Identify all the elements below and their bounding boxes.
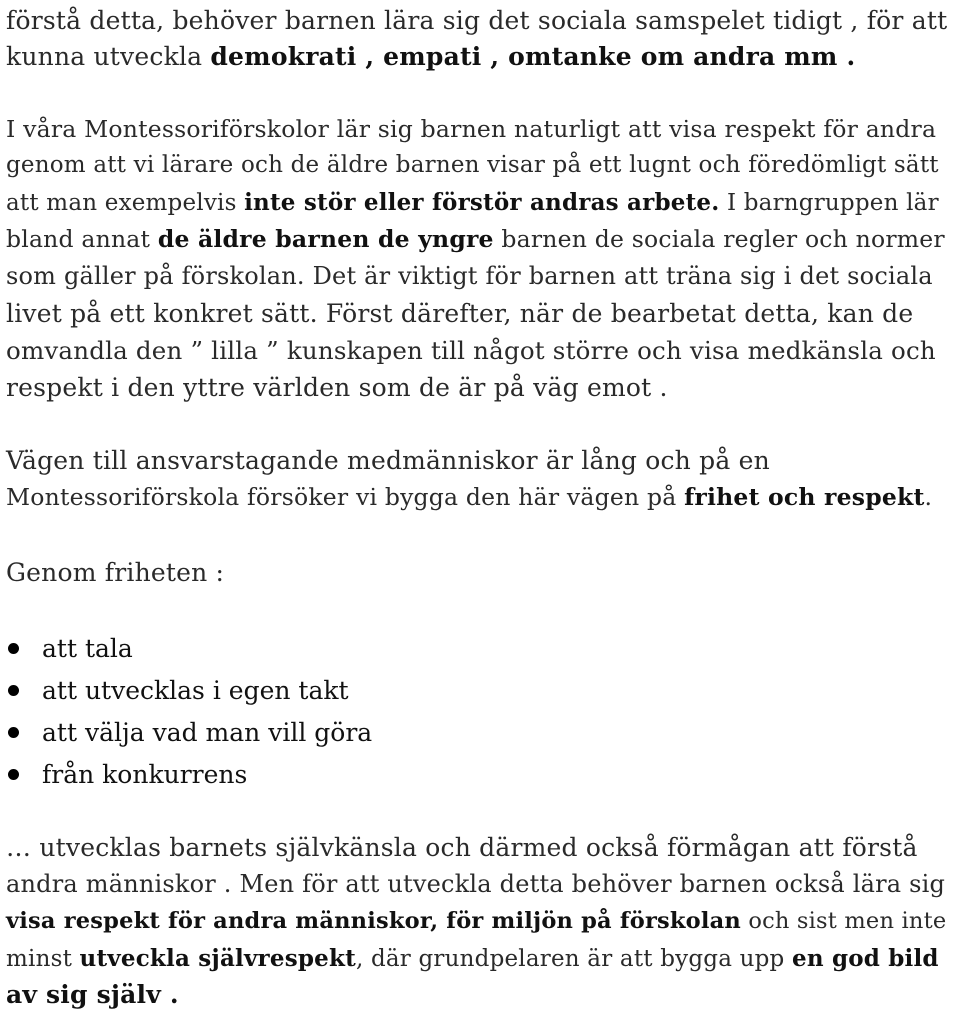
text-span: … utvecklas barnets självkänsla och därmed också förmågan att förstå: [6, 833, 918, 862]
bullet-icon: [8, 685, 19, 696]
bullet-icon: [8, 727, 19, 738]
text-span: , där grundpelaren är att bygga upp: [355, 946, 792, 972]
text-span: och sist men inte: [740, 908, 947, 934]
list-item: [0, 628, 372, 670]
text-span: att man exempelvis: [6, 190, 245, 216]
list-item: [0, 754, 372, 796]
emphasis-text: visa respekt för andra människor, för miljön på förskolan: [6, 908, 741, 934]
text-span: livet på ett konkret sätt. Först därefter, när de bearbetat detta, kan de: [6, 299, 914, 328]
text-span: I barngruppen lär: [719, 190, 939, 216]
list-item-text: att välja vad man vill göra: [42, 718, 373, 747]
text-span: bland annat: [6, 225, 158, 253]
list-item-text: från konkurrens: [42, 760, 248, 789]
text-span: andra människor . Men för att utveckla detta behöver barnen också lära sig: [6, 870, 946, 898]
list-item: [0, 712, 372, 754]
heading-text: Genom friheten :: [6, 558, 225, 587]
text-span: kunna utveckla: [6, 42, 211, 71]
text-line: [6, 479, 932, 516]
emphasis-text: de äldre barnen de yngre: [157, 225, 494, 253]
text-line: [6, 295, 913, 332]
text-span: förstå detta, behöver barnen lära sig det sociala samspelet tidigt , för att: [6, 6, 948, 35]
list-item-text: att tala: [42, 634, 133, 663]
text-line: [6, 111, 936, 148]
text-span: .: [924, 483, 933, 511]
emphasis-text: utveckla självrespekt: [79, 945, 356, 972]
text-line: [6, 940, 939, 978]
text-span: barnen de sociala regler och normer: [493, 225, 945, 253]
bullet-icon: [8, 643, 19, 654]
bullet-icon: [8, 769, 19, 780]
text-span: genom att vi lärare och de äldre barnen visar på ett lugnt och föredömligt sätt: [6, 152, 939, 178]
list-item: [0, 670, 372, 712]
text-span: I våra Montessoriförskolor lär sig barnen naturligt att visa respekt för andra: [6, 115, 937, 143]
text-line: [6, 442, 770, 479]
text-line: [6, 2, 947, 39]
text-span: Vägen till ansvarstagande medmänniskor är lång och på en: [6, 446, 770, 475]
text-span: Montessoriförskola försöker vi bygga den här vägen på: [6, 483, 685, 511]
emphasis-text: demokrati , empati , omtanke om andra mm .: [210, 42, 856, 71]
text-line: [6, 866, 945, 903]
bullet-list: [0, 628, 372, 796]
text-line: [6, 258, 933, 295]
emphasis-text: en god bild: [791, 945, 939, 972]
text-line: [6, 332, 936, 369]
emphasis-text: inte stör eller förstör andras arbete.: [244, 189, 720, 216]
text-line: [6, 976, 179, 1013]
text-line: [6, 369, 668, 406]
text-line: [6, 38, 855, 75]
text-span: omvandla den ” lilla ” kunskapen till något större och visa medkänsla och: [6, 336, 936, 365]
text-line: [6, 829, 918, 866]
section-heading: [6, 554, 224, 591]
text-span: respekt i den yttre världen som de är på väg emot .: [6, 373, 668, 402]
text-line: [6, 221, 945, 258]
text-line: [6, 147, 939, 184]
emphasis-text: av sig själv .: [6, 980, 179, 1009]
list-item-text: att utvecklas i egen takt: [42, 676, 349, 705]
text-line: [6, 184, 939, 222]
emphasis-text: frihet och respekt: [684, 483, 925, 511]
text-span: minst: [6, 946, 80, 972]
text-span: som gäller på förskolan. Det är viktigt för barnen att träna sig i det sociala: [6, 262, 933, 290]
text-line: [6, 903, 946, 940]
